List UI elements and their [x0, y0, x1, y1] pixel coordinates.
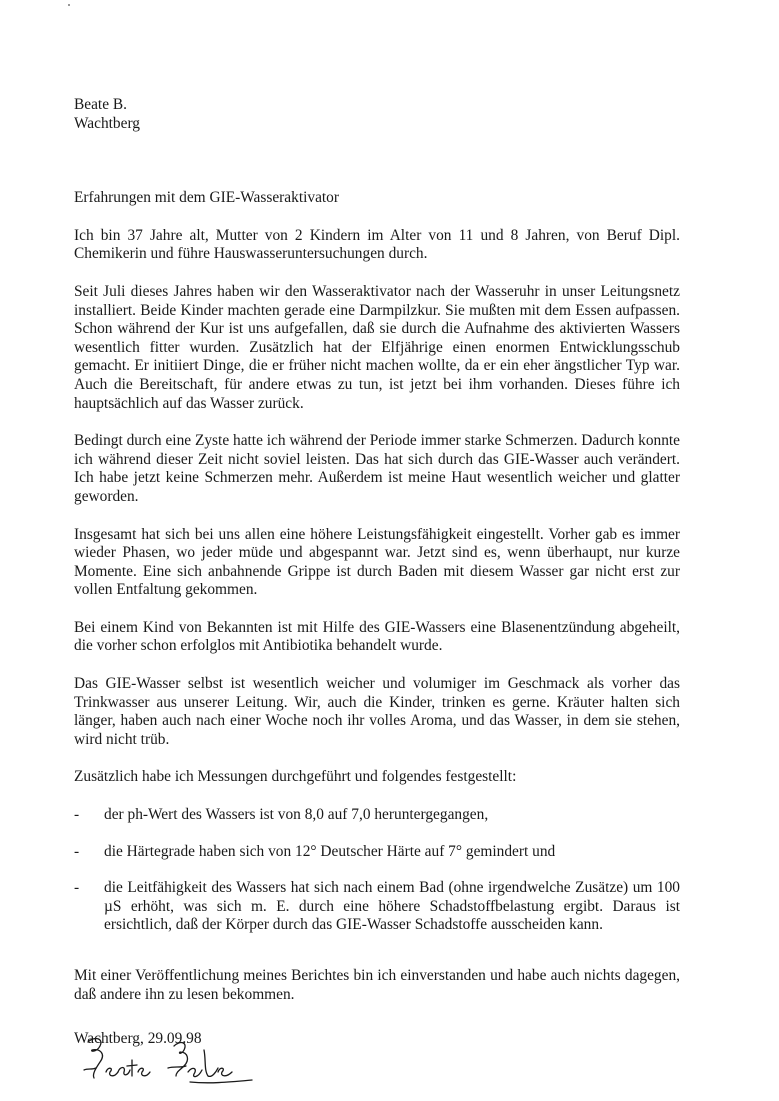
list-item: [74, 806, 680, 825]
paragraph-infection: Bei einem Kind von Bekannten ist mit Hilfe des GIE-Wassers eine Blasenentzündung abgeheilt, die vorher schon erfolglos mit Antibiotika behandelt wurde.: [74, 618, 680, 655]
findings-list: [74, 806, 680, 935]
paragraph-measurements-intro: Zusätzlich habe ich Messungen durchgeführt und folgendes festgestellt:: [74, 768, 517, 786]
finding-conductivity: die Leitfähigkeit des Wassers hat sich nach einem Bad (ohne irgendwelche Zusätze) um 100 µS erhöht, was sich m. E. durch eine höhere Schadstoffbelastung ergibt. Daraus ist ersichtlich, daß der Körper durch das GIE-Wasser Schadstoffe ausscheiden kann.: [104, 879, 680, 934]
paragraph-profession: Ich bin 37 Jahre alt, Mutter von 2 Kindern im Alter von 11 und 8 Jahren, von Beruf Dipl. Chemikerin und führe Hauswasseruntersuchungen durch.: [74, 226, 680, 263]
closing-consent: Mit einer Veröffentlichung meines Berichtes bin ich einverstanden und habe auch nichts dagegen, daß andere ihn zu lesen bekommen.: [74, 967, 680, 1003]
paragraph-taste: Das GIE-Wasser selbst ist wesentlich weicher und volumiger im Geschmack als vorher das Trinkwasser aus unserer Leitung. Wir, auch die Kinder, trinken es gerne. Kräuter halten sich länger, haben auch nach einer Woche noch ihr volles Aroma, und das Wasser, in dem sie stehen, wird nicht trüb.: [74, 675, 680, 748]
paragraph-installation: Seit Juli dieses Jahres haben wir den Wasseraktivator nach der Wasseruhr in unser Leitungsnetz installiert. Beide Kinder machten gerade eine Darmpilzkur. Sie mußten mit dem Essen aufpassen. Schon während der Kur ist uns aufgefallen, daß sie durch die Aufnahme des aktivierten Wassers wesentlich fitter wurden. Zusätzlich hat der Elfjährige einen enormen Entwicklungsschub gemacht. Er initiiert Dinge, die er früher nicht machen wollte, da er ein eher ängstlicher Typ war. Auch die Bereitschaft, für andere etwas zu tun, ist jetzt bei ihm vorhanden. Dieses führe ich hauptsächlich auf das Wasser zurück.: [74, 282, 680, 412]
bullet-dash: -: [74, 879, 80, 897]
finding-ph: der ph-Wert des Wassers ist von 8,0 auf 7,0 heruntergegangen,: [104, 806, 489, 824]
paragraph-health: Bedingt durch eine Zyste hatte ich während der Periode immer starke Schmerzen. Dadurch konnte ich während dieser Zeit nicht soviel leisten. Das hat sich durch das GIE-Wasser auch verändert. Ich habe jetzt keine Schmerzen mehr. Außerdem ist meine Haut wesentlich weicher und glatter geworden.: [74, 432, 681, 505]
place-date: Wachtberg, 29.09.98: [74, 1030, 202, 1048]
letter-subject: Erfahrungen mit dem GIE-Wasseraktivator: [74, 189, 340, 207]
scan-speck: [68, 4, 70, 6]
list-item: [74, 843, 680, 862]
sender-city: Wachtberg: [74, 114, 140, 132]
handwritten-signature: [80, 1032, 260, 1094]
bullet-dash: -: [74, 842, 80, 860]
bullet-dash: -: [74, 806, 80, 824]
sender-name: Beate B.: [74, 96, 127, 113]
finding-hardness: die Härtegrade haben sich von 12° Deutscher Härte auf 7° gemindert und: [104, 842, 556, 860]
list-item: [74, 879, 680, 935]
letter-body: [74, 96, 680, 1049]
paragraph-performance: Insgesamt hat sich bei uns allen eine höhere Leistungsfähigkeit eingestellt. Vorher gab es immer wieder Phasen, wo jeder müde und abgespannt war. Jetzt sind es, wenn überhaupt, nur kurze Momente. Eine sich anbahnende Grippe ist durch Baden mit diesem Wasser gar nicht erst zur vollen Entfaltung gekommen.: [74, 525, 680, 599]
sender-block: [74, 96, 680, 133]
